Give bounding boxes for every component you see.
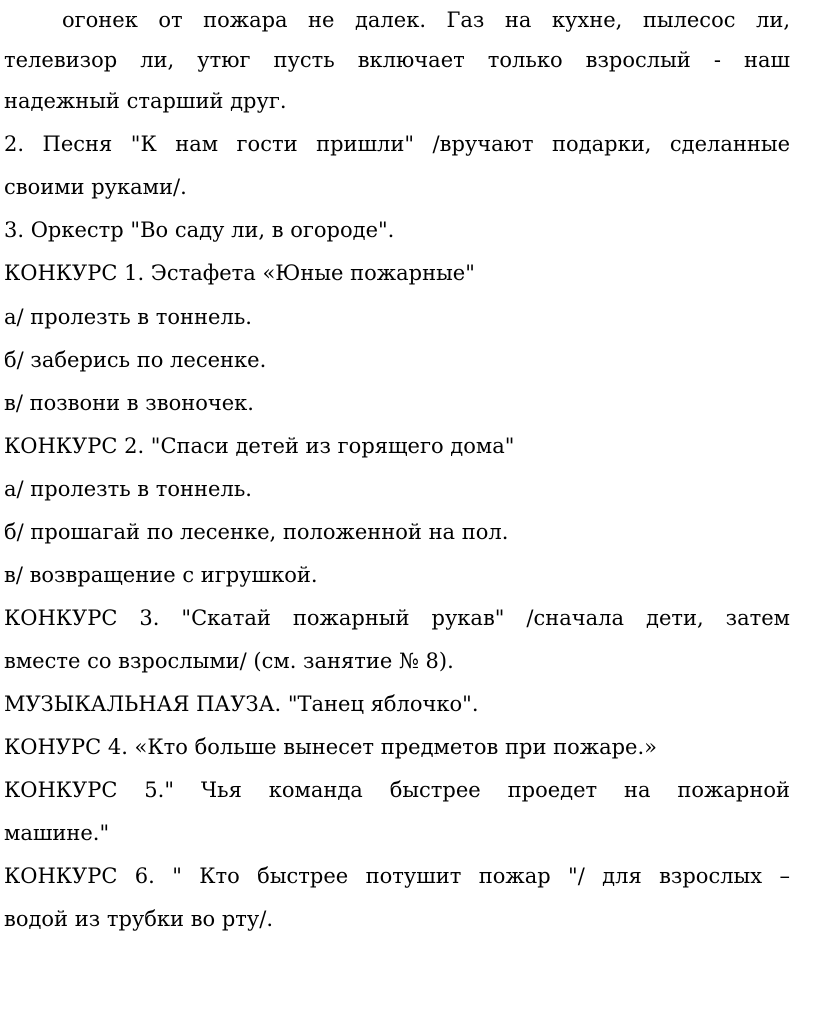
text-line-4: 2. Песня "К нам гости пришли" /вручают подарки, сделанные	[4, 132, 790, 156]
text-line-18: КОНУРС 4. «Кто больше вынесет предметов при пожаре.»	[4, 735, 658, 759]
text-line-15: КОНКУРС 3. "Скатай пожарный рукав" /сначала дети, затем	[4, 606, 790, 630]
text-line-1: огонек от пожара не далек. Газ на кухне, пылесос ли,	[62, 8, 790, 32]
text-line-7: КОНКУРС 1. Эстафета «Юные пожарные"	[4, 261, 475, 285]
text-line-6: 3. Оркестр "Во саду ли, в огороде".	[4, 218, 395, 242]
text-line-9: б/ заберись по лесенке.	[4, 348, 267, 372]
text-line-17: МУЗЫКАЛЬНАЯ ПАУЗА. "Танец яблочко".	[4, 692, 479, 716]
text-line-21: КОНКУРС 6. " Кто быстрее потушит пожар "/ для взрослых –	[4, 864, 790, 888]
text-line-3: надежный старший друг.	[4, 89, 287, 113]
text-line-19: КОНКУРС 5." Чья команда быстрее проедет на пожарной	[4, 778, 790, 802]
text-line-16: вместе со взрослыми/ (см. занятие № 8).	[4, 649, 454, 673]
text-line-22: водой из трубки во рту/.	[4, 907, 274, 931]
text-line-14: в/ возвращение с игрушкой.	[4, 563, 318, 587]
text-line-10: в/ позвони в звоночек.	[4, 391, 254, 415]
text-line-5: своими руками/.	[4, 175, 187, 199]
text-line-2: телевизор ли, утюг пусть включает только взрослый - наш	[4, 48, 790, 72]
text-line-20: машине."	[4, 821, 110, 845]
text-line-11: КОНКУРС 2. "Спаси детей из горящего дома"	[4, 434, 515, 458]
text-line-13: б/ прошагай по лесенке, положенной на пол.	[4, 520, 509, 544]
text-line-12: а/ пролезть в тоннель.	[4, 477, 252, 501]
text-line-8: а/ пролезть в тоннель.	[4, 305, 252, 329]
